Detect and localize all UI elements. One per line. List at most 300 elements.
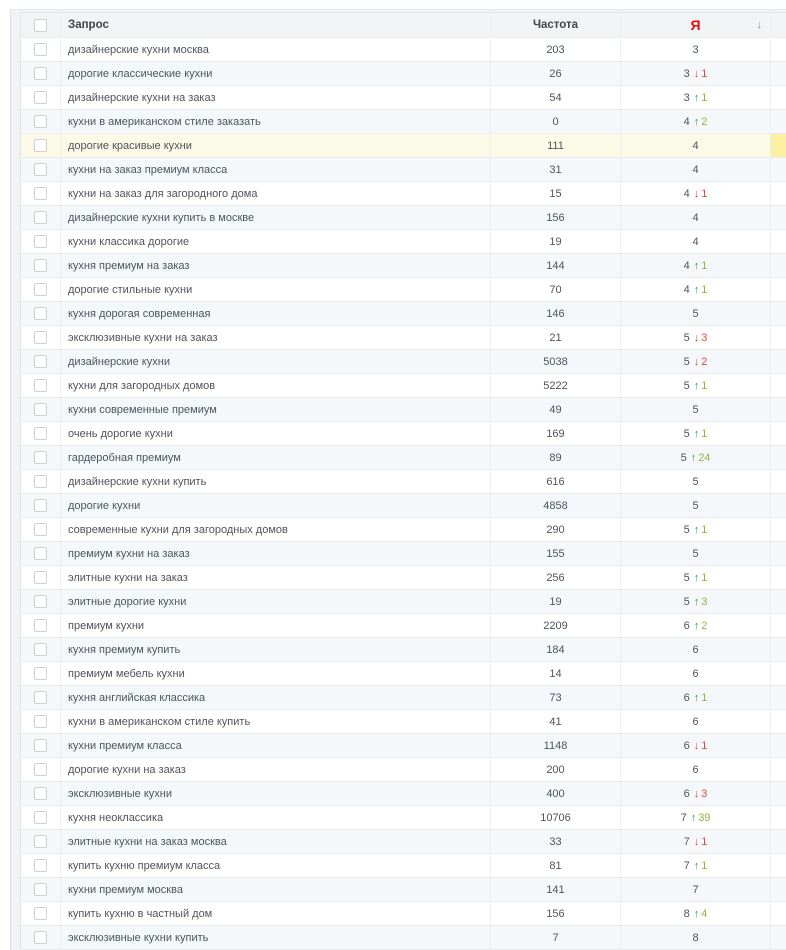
query-cell[interactable]: кухни в американском стиле купить: [61, 710, 491, 734]
frequency-cell: 184: [491, 638, 621, 662]
extra-cell: [771, 854, 786, 878]
position-cell: [621, 278, 771, 302]
position-value: 7: [683, 835, 690, 848]
position-value: 5: [683, 571, 690, 584]
position-value: 6: [683, 739, 690, 752]
row-checkbox-cell: [21, 926, 61, 950]
extra-cell: [771, 398, 786, 422]
frequency-cell: 0: [491, 110, 621, 134]
frequency-cell: 5038: [491, 350, 621, 374]
position-change-value: 1: [701, 187, 708, 200]
table-row: [21, 878, 786, 902]
extra-cell: [771, 470, 786, 494]
frequency-cell: 256: [491, 566, 621, 590]
position-cell: [621, 182, 771, 206]
table-header-row: [21, 13, 786, 38]
query-cell[interactable]: кухни в американском стиле заказать: [61, 110, 491, 134]
position-down-icon: ↓: [693, 187, 700, 200]
position-down-icon: ↓: [693, 355, 700, 368]
position-value: 6: [692, 667, 699, 680]
position-value: 5: [683, 427, 690, 440]
position-change-value: 3: [701, 595, 708, 608]
extra-cell: [771, 86, 786, 110]
row-checkbox[interactable]: [34, 139, 47, 152]
row-checkbox[interactable]: [34, 931, 47, 944]
position-change-value: 1: [701, 523, 708, 536]
row-checkbox-cell: [21, 230, 61, 254]
position-value: 5: [692, 499, 699, 512]
query-cell[interactable]: кухня премиум купить: [61, 638, 491, 662]
query-cell[interactable]: премиум кухни на заказ: [61, 542, 491, 566]
frequency-cell: 81: [491, 854, 621, 878]
row-checkbox-cell: [21, 446, 61, 470]
position-down-icon: ↓: [693, 739, 700, 752]
row-checkbox[interactable]: [34, 787, 47, 800]
position-change-value: 2: [701, 619, 708, 632]
position-up-icon: ↑: [693, 91, 700, 104]
position-cell: [621, 422, 771, 446]
table-row: [21, 134, 786, 158]
row-checkbox-cell: [21, 830, 61, 854]
position-change-value: 1: [701, 427, 708, 440]
position-cell: [621, 926, 771, 950]
row-checkbox[interactable]: [34, 691, 47, 704]
query-cell[interactable]: дизайнерские кухни москва: [61, 38, 491, 62]
position-cell: [621, 86, 771, 110]
frequency-cell: 26: [491, 62, 621, 86]
frequency-cell: 73: [491, 686, 621, 710]
extra-cell: [771, 206, 786, 230]
position-cell: [621, 566, 771, 590]
position-cell: [621, 638, 771, 662]
position-value: 7: [692, 883, 699, 896]
position-value: 5: [692, 547, 699, 560]
position-value: 6: [692, 715, 699, 728]
row-checkbox[interactable]: [34, 811, 47, 824]
extra-cell: [771, 758, 786, 782]
row-checkbox[interactable]: [34, 67, 47, 80]
position-cell: [621, 398, 771, 422]
table-row: [21, 470, 786, 494]
row-checkbox[interactable]: [34, 763, 47, 776]
extra-cell: [771, 830, 786, 854]
position-cell: [621, 494, 771, 518]
frequency-cell: 5222: [491, 374, 621, 398]
extra-cell: [771, 542, 786, 566]
query-cell[interactable]: элитные кухни на заказ: [61, 566, 491, 590]
table-row: [21, 422, 786, 446]
query-cell[interactable]: кухни для загородных домов: [61, 374, 491, 398]
position-cell: [621, 854, 771, 878]
row-checkbox-cell: [21, 86, 61, 110]
frequency-cell: 1148: [491, 734, 621, 758]
extra-cell: [771, 62, 786, 86]
row-checkbox[interactable]: [34, 835, 47, 848]
table-row: [21, 614, 786, 638]
table-row: [21, 302, 786, 326]
table-row: [21, 326, 786, 350]
extra-cell: [771, 926, 786, 950]
position-cell: [621, 806, 771, 830]
query-cell[interactable]: дорогие кухни на заказ: [61, 758, 491, 782]
column-header-frequency[interactable]: Частота: [491, 13, 621, 38]
row-checkbox-cell: [21, 758, 61, 782]
frequency-cell: 7: [491, 926, 621, 950]
table-row: [21, 446, 786, 470]
position-value: 5: [683, 331, 690, 344]
frequency-cell: 156: [491, 902, 621, 926]
position-cell: [621, 518, 771, 542]
row-checkbox[interactable]: [34, 379, 47, 392]
position-up-icon: ↑: [693, 283, 700, 296]
extra-cell: [771, 806, 786, 830]
extra-cell: [771, 902, 786, 926]
query-cell[interactable]: кухни премиум класса: [61, 734, 491, 758]
extra-cell: [771, 278, 786, 302]
position-value: 3: [683, 91, 690, 104]
position-cell: [621, 902, 771, 926]
position-cell: [621, 614, 771, 638]
position-cell: [621, 326, 771, 350]
position-cell: [621, 158, 771, 182]
row-checkbox-cell: [21, 686, 61, 710]
extra-cell: [771, 230, 786, 254]
row-checkbox-cell: [21, 806, 61, 830]
row-checkbox[interactable]: [34, 475, 47, 488]
row-checkbox[interactable]: [34, 235, 47, 248]
row-checkbox[interactable]: [34, 211, 47, 224]
row-checkbox[interactable]: [34, 859, 47, 872]
extra-cell: [771, 182, 786, 206]
frequency-cell: 141: [491, 878, 621, 902]
row-checkbox[interactable]: [34, 451, 47, 464]
query-cell[interactable]: премиум кухни: [61, 614, 491, 638]
row-checkbox[interactable]: [34, 91, 47, 104]
row-checkbox-cell: [21, 422, 61, 446]
row-checkbox[interactable]: [34, 259, 47, 272]
position-value: 5: [680, 451, 687, 464]
query-cell[interactable]: кухня английская классика: [61, 686, 491, 710]
position-value: 5: [692, 307, 699, 320]
position-value: 6: [683, 787, 690, 800]
position-cell: [621, 38, 771, 62]
extra-cell: [771, 446, 786, 470]
frequency-cell: 155: [491, 542, 621, 566]
position-down-icon: ↓: [693, 331, 700, 344]
query-cell[interactable]: кухни на заказ для загородного дома: [61, 182, 491, 206]
frequency-cell: 156: [491, 206, 621, 230]
row-checkbox[interactable]: [34, 547, 47, 560]
table-row: [21, 518, 786, 542]
query-cell[interactable]: эксклюзивные кухни на заказ: [61, 326, 491, 350]
row-checkbox-cell: [21, 398, 61, 422]
row-checkbox[interactable]: [34, 595, 47, 608]
position-cell: [621, 230, 771, 254]
position-cell: [621, 878, 771, 902]
row-checkbox-cell: [21, 854, 61, 878]
sort-descending-icon[interactable]: ↓: [756, 19, 762, 31]
position-up-icon: ↑: [693, 427, 700, 440]
query-cell[interactable]: купить кухню в частный дом: [61, 902, 491, 926]
frequency-cell: 19: [491, 590, 621, 614]
extra-cell: [771, 878, 786, 902]
row-checkbox[interactable]: [34, 115, 47, 128]
frequency-cell: 144: [491, 254, 621, 278]
position-cell: [621, 254, 771, 278]
query-cell[interactable]: дорогие классические кухни: [61, 62, 491, 86]
position-value: 6: [683, 619, 690, 632]
position-up-icon: ↑: [693, 859, 700, 872]
row-checkbox-cell: [21, 254, 61, 278]
query-cell[interactable]: кухня неоклассика: [61, 806, 491, 830]
row-checkbox-cell: [21, 878, 61, 902]
row-checkbox[interactable]: [34, 43, 47, 56]
position-cell: [621, 662, 771, 686]
position-value: 4: [683, 115, 690, 128]
row-checkbox-cell: [21, 782, 61, 806]
position-change-value: 1: [701, 739, 708, 752]
keywords-table: [20, 12, 786, 950]
extra-cell: [771, 518, 786, 542]
query-cell[interactable]: гардеробная премиум: [61, 446, 491, 470]
frequency-cell: 31: [491, 158, 621, 182]
row-checkbox-cell: [21, 206, 61, 230]
query-cell[interactable]: кухня премиум на заказ: [61, 254, 491, 278]
frequency-cell: 290: [491, 518, 621, 542]
position-change-value: 1: [701, 571, 708, 584]
frequency-cell: 21: [491, 326, 621, 350]
position-cell: [621, 758, 771, 782]
position-cell: [621, 830, 771, 854]
table-row: [21, 38, 786, 62]
column-header-yandex[interactable]: [621, 13, 771, 38]
extra-cell: [771, 110, 786, 134]
query-cell[interactable]: дизайнерские кухни купить: [61, 470, 491, 494]
row-checkbox[interactable]: [34, 427, 47, 440]
row-checkbox[interactable]: [34, 715, 47, 728]
query-cell[interactable]: элитные дорогие кухни: [61, 590, 491, 614]
row-checkbox[interactable]: [34, 523, 47, 536]
row-checkbox-cell: [21, 662, 61, 686]
position-up-icon: ↑: [690, 451, 697, 464]
position-cell: [621, 206, 771, 230]
position-change-value: 2: [701, 115, 708, 128]
position-value: 3: [692, 43, 699, 56]
row-checkbox[interactable]: [34, 643, 47, 656]
query-cell[interactable]: дорогие кухни: [61, 494, 491, 518]
position-up-icon: ↑: [693, 523, 700, 536]
table-row: [21, 686, 786, 710]
position-value: 4: [692, 163, 699, 176]
table-row: [21, 854, 786, 878]
position-cell: [621, 446, 771, 470]
position-value: 3: [683, 67, 690, 80]
extra-cell: [771, 158, 786, 182]
position-change-value: 24: [698, 451, 711, 464]
row-checkbox-cell: [21, 158, 61, 182]
extra-cell: [771, 134, 786, 158]
position-up-icon: ↑: [693, 115, 700, 128]
position-cell: [621, 710, 771, 734]
position-value: 6: [683, 691, 690, 704]
row-checkbox[interactable]: [34, 163, 47, 176]
position-cell: [621, 134, 771, 158]
position-value: 5: [683, 355, 690, 368]
position-cell: [621, 686, 771, 710]
row-checkbox-cell: [21, 734, 61, 758]
position-value: 4: [692, 139, 699, 152]
row-checkbox[interactable]: [34, 667, 47, 680]
extra-cell: [771, 326, 786, 350]
frequency-cell: 400: [491, 782, 621, 806]
position-up-icon: ↑: [693, 907, 700, 920]
query-cell[interactable]: премиум мебель кухни: [61, 662, 491, 686]
position-down-icon: ↓: [693, 67, 700, 80]
row-checkbox-cell: [21, 542, 61, 566]
extra-cell: [771, 686, 786, 710]
table-row: [21, 350, 786, 374]
position-up-icon: ↑: [693, 691, 700, 704]
table-row: [21, 62, 786, 86]
position-cell: [621, 470, 771, 494]
extra-cell: [771, 566, 786, 590]
position-cell: [621, 734, 771, 758]
row-checkbox-cell: [21, 518, 61, 542]
query-cell[interactable]: элитные кухни на заказ москва: [61, 830, 491, 854]
position-up-icon: ↑: [693, 259, 700, 272]
column-header-extra: [771, 13, 786, 38]
row-checkbox-cell: [21, 62, 61, 86]
keywords-table-wrap: [20, 12, 786, 950]
frequency-cell: 200: [491, 758, 621, 782]
extra-cell: [771, 710, 786, 734]
position-value: 5: [683, 595, 690, 608]
extra-cell: [771, 494, 786, 518]
position-up-icon: ↑: [693, 379, 700, 392]
position-value: 4: [683, 187, 690, 200]
frequency-cell: 49: [491, 398, 621, 422]
frequency-cell: 10706: [491, 806, 621, 830]
frequency-cell: 111: [491, 134, 621, 158]
position-value: 5: [692, 403, 699, 416]
position-value: 6: [692, 763, 699, 776]
position-up-icon: ↑: [690, 811, 697, 824]
extra-cell: [771, 782, 786, 806]
row-checkbox[interactable]: [34, 355, 47, 368]
table-row: [21, 806, 786, 830]
position-cell: [621, 302, 771, 326]
position-change-value: 1: [701, 691, 708, 704]
position-value: 7: [683, 859, 690, 872]
table-row: [21, 374, 786, 398]
table-row: [21, 638, 786, 662]
row-checkbox[interactable]: [34, 403, 47, 416]
select-all-checkbox[interactable]: [34, 19, 47, 32]
row-checkbox-cell: [21, 614, 61, 638]
extra-cell: [771, 590, 786, 614]
table-row: [21, 566, 786, 590]
frequency-cell: 19: [491, 230, 621, 254]
column-header-query[interactable]: Запрос: [61, 13, 491, 38]
query-cell[interactable]: купить кухню премиум класса: [61, 854, 491, 878]
row-checkbox-cell: [21, 110, 61, 134]
yandex-logo-letter: Я: [690, 17, 701, 33]
extra-cell: [771, 350, 786, 374]
query-cell[interactable]: эксклюзивные кухни купить: [61, 926, 491, 950]
table-row: [21, 158, 786, 182]
row-checkbox-cell: [21, 38, 61, 62]
query-cell[interactable]: эксклюзивные кухни: [61, 782, 491, 806]
row-checkbox[interactable]: [34, 331, 47, 344]
row-checkbox[interactable]: [34, 907, 47, 920]
table-row: [21, 182, 786, 206]
extra-cell: [771, 254, 786, 278]
query-cell[interactable]: кухни современные премиум: [61, 398, 491, 422]
query-cell[interactable]: очень дорогие кухни: [61, 422, 491, 446]
position-cell: [621, 590, 771, 614]
position-cell: [621, 350, 771, 374]
query-cell[interactable]: дорогие стильные кухни: [61, 278, 491, 302]
row-checkbox[interactable]: [34, 883, 47, 896]
table-row: [21, 230, 786, 254]
query-cell[interactable]: дизайнерские кухни на заказ: [61, 86, 491, 110]
query-cell[interactable]: дизайнерские кухни: [61, 350, 491, 374]
position-down-icon: ↓: [693, 787, 700, 800]
row-checkbox-cell: [21, 566, 61, 590]
position-change-value: 39: [698, 811, 711, 824]
row-checkbox[interactable]: [34, 283, 47, 296]
position-change-value: 1: [701, 91, 708, 104]
row-checkbox[interactable]: [34, 187, 47, 200]
row-checkbox[interactable]: [34, 739, 47, 752]
frequency-cell: 33: [491, 830, 621, 854]
table-row: [21, 86, 786, 110]
row-checkbox[interactable]: [34, 571, 47, 584]
extra-cell: [771, 422, 786, 446]
query-cell[interactable]: кухня дорогая современная: [61, 302, 491, 326]
table-row: [21, 902, 786, 926]
row-checkbox[interactable]: [34, 499, 47, 512]
frequency-cell: 4858: [491, 494, 621, 518]
query-cell[interactable]: современные кухни для загородных домов: [61, 518, 491, 542]
extra-cell: [771, 638, 786, 662]
row-checkbox-cell: [21, 902, 61, 926]
position-up-icon: ↑: [693, 571, 700, 584]
row-checkbox-cell: [21, 710, 61, 734]
query-cell[interactable]: кухни премиум москва: [61, 878, 491, 902]
position-down-icon: ↓: [693, 835, 700, 848]
frequency-cell: 89: [491, 446, 621, 470]
table-row: [21, 734, 786, 758]
position-value: 4: [692, 235, 699, 248]
row-checkbox[interactable]: [34, 307, 47, 320]
frequency-cell: 70: [491, 278, 621, 302]
position-value: 5: [683, 379, 690, 392]
query-cell[interactable]: дорогие красивые кухни: [61, 134, 491, 158]
position-cell: [621, 782, 771, 806]
row-checkbox-cell: [21, 278, 61, 302]
position-cell: [621, 374, 771, 398]
frequency-cell: 15: [491, 182, 621, 206]
query-cell[interactable]: дизайнерские кухни купить в москве: [61, 206, 491, 230]
extra-cell: [771, 614, 786, 638]
position-up-icon: ↑: [693, 619, 700, 632]
query-cell[interactable]: кухни классика дорогие: [61, 230, 491, 254]
row-checkbox-cell: [21, 374, 61, 398]
query-cell[interactable]: кухни на заказ премиум класса: [61, 158, 491, 182]
row-checkbox[interactable]: [34, 619, 47, 632]
table-row: [21, 206, 786, 230]
